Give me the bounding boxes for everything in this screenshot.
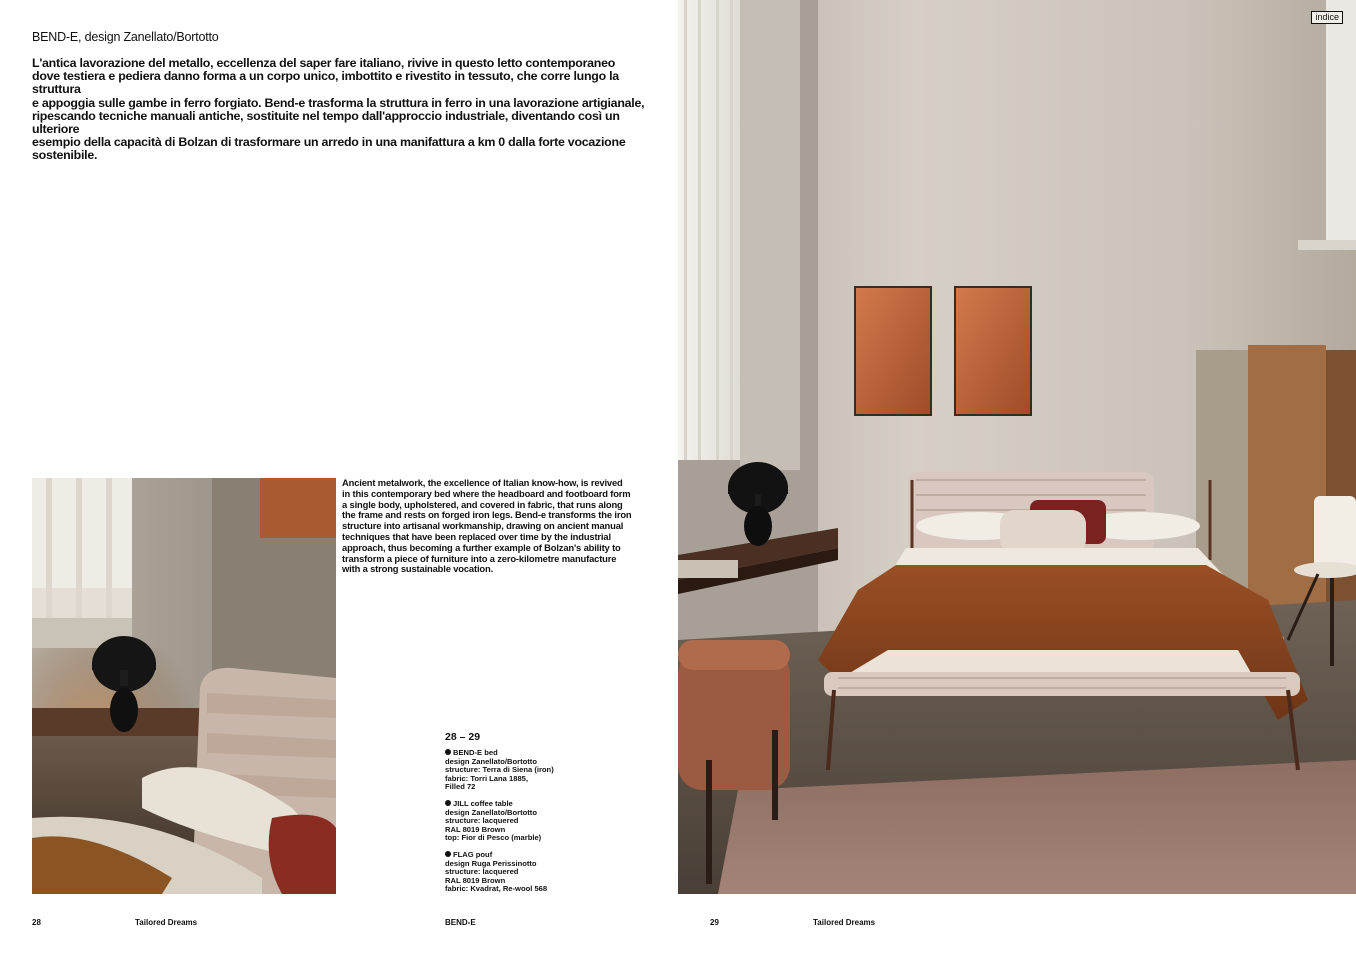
credit-line: fabric: Torri Lana 1885,: [445, 773, 528, 783]
index-button[interactable]: indice: [1311, 11, 1343, 24]
intro-line: sostenibile.: [32, 148, 98, 163]
intro-italian: [32, 57, 652, 163]
credit-flag-pouf: [445, 851, 645, 894]
section-name: BEND-E: [445, 918, 476, 927]
english-line: with a strong sustainable vocation.: [342, 563, 494, 575]
english-line: techniques that have been replaced over time by the industrial: [342, 530, 611, 542]
credit-bend-e-bed: [445, 749, 645, 792]
credit-line: Filled 72: [445, 782, 476, 792]
credit-line: RAL 8019 Brown: [445, 875, 506, 885]
english-line: in this contemporary bed where the headboard and footboard form: [342, 487, 631, 499]
intro-line: e appoggia sulle gambe in ferro forgiato. Bend-e trasforma la struttura in ferro in una lavorazione artigianale,: [32, 95, 645, 110]
credits-page-range: 28 – 29: [445, 731, 481, 743]
intro-line: esempio della capacità di Bolzan di trasformare un arredo in una manifattura a km 0 dalla forte vocazione: [32, 135, 626, 150]
right-page-number: 29: [710, 918, 719, 927]
left-page-number: 28: [32, 918, 41, 927]
credit-line: structure: Terra di Siena (iron): [445, 765, 554, 775]
page-title: BEND-E, design Zanellato/Bortotto: [32, 30, 219, 44]
right-magazine-title: Tailored Dreams: [813, 918, 876, 927]
english-line: structure into artisanal workmanship, drawing on ancient manual: [342, 520, 624, 532]
english-paragraph: [342, 478, 647, 575]
bedroom-photo: [678, 0, 1356, 894]
english-line: a single body, upholstered, and covered in fabric, that runs along: [342, 498, 623, 510]
credit-line: structure: lacquered: [445, 867, 519, 877]
english-line: Ancient metalwork, the excellence of Italian know-how, is revived: [342, 477, 623, 488]
english-line: approach, thus becoming a further example of Bolzan's ability to: [342, 541, 621, 553]
credit-product-name: JILL coffee table: [453, 798, 513, 808]
credit-line: RAL 8019 Brown: [445, 824, 506, 834]
bullet-icon: [445, 800, 451, 806]
intro-line: ripescando tecniche manuali antiche, sostituite nel tempo dall'approccio industriale, diventando così un ulteriore: [32, 108, 620, 137]
credit-product-name: FLAG pouf: [453, 849, 493, 859]
product-credits: [445, 749, 645, 902]
intro-line: dove testiera e pediera danno forma a un corpo unico, imbottito e rivestito in tessuto, che corre lungo la struttura: [32, 69, 619, 97]
bullet-icon: [445, 851, 451, 857]
credit-line: fabric: Kvadrat, Re-wool 568: [445, 884, 548, 894]
bed-detail-photo: [32, 478, 336, 894]
credit-line: design Ruga Perissinotto: [445, 858, 537, 868]
left-magazine-title: Tailored Dreams: [135, 918, 198, 927]
bullet-icon: [445, 749, 451, 755]
intro-line: L'antica lavorazione del metallo, eccellenza del saper fare italiano, rivive in questo letto contemporaneo: [32, 56, 616, 70]
credit-product-name: BEND-E bed: [453, 748, 498, 757]
credit-line: design Zanellato/Bortotto: [445, 807, 537, 817]
english-line: transform a piece of furniture into a zero-kilometre manufacture: [342, 552, 617, 564]
english-line: the frame and rests on forged iron legs. Bend-e transforms the iron: [342, 509, 632, 521]
credit-jill-coffee-table: [445, 800, 645, 843]
credit-line: design Zanellato/Bortotto: [445, 756, 537, 766]
credit-line: structure: lacquered: [445, 816, 519, 826]
credit-line: top: Fior di Pesco (marble): [445, 833, 542, 843]
